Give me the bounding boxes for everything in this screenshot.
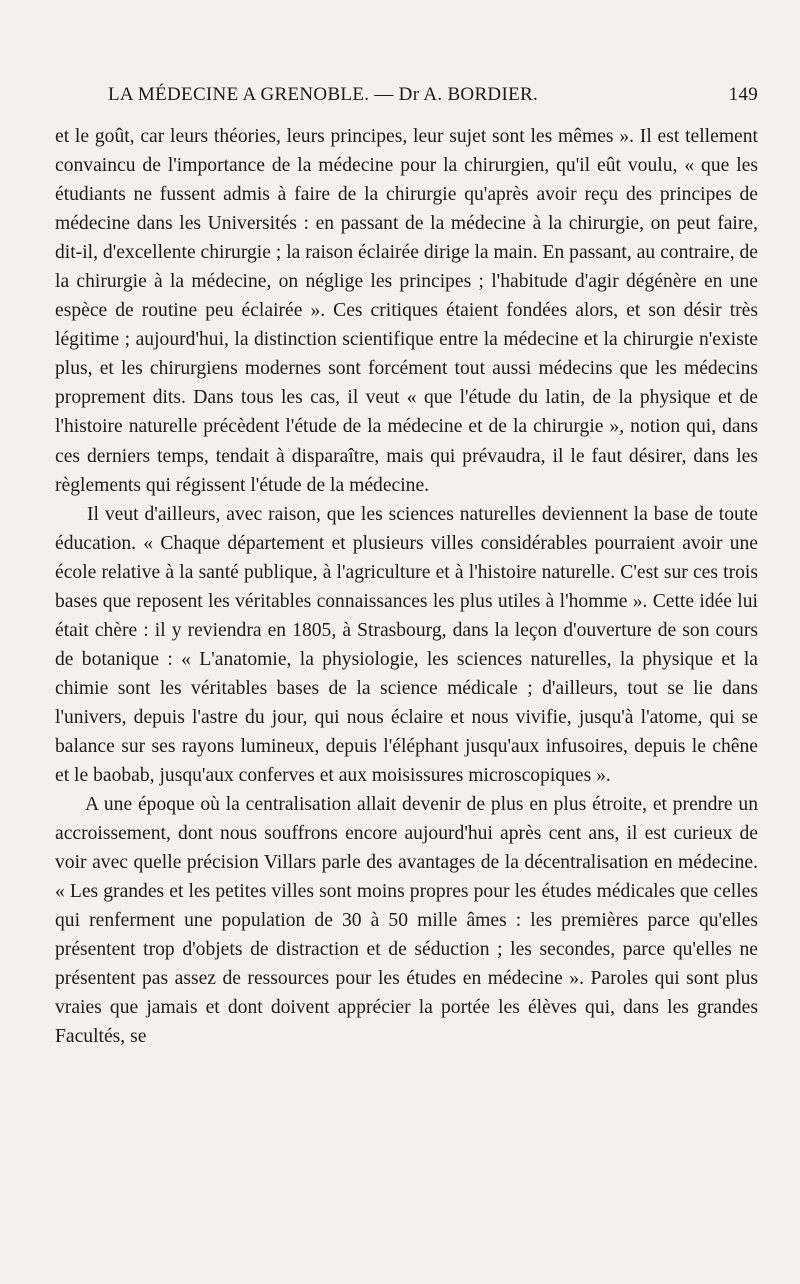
running-head [108,84,758,112]
paragraph: et le goût, car leurs théories, leurs principes, leur sujet sont les mêmes ». Il est tellement convaincu de l'importance de la médecine pour la chirurgien, qu'il eût voulu, « que les étudiants ne fussent admis à faire de la chirurgie qu'après avoir reçu des principes de médecine dans les Universités : en passant de la médecine à la chirurgie, on peut faire, dit-il, d'excellente chirurgie ; la raison éclairée dirige la main. En passant, au contraire, de la chirurgie à la médecine, on néglige les principes ; l'habitude d'agir dégénère en une espèce de routine peu éclairée ». Ces critiques étaient fondées alors, et son désir très légitime ; aujourd'hui, la distinction scientifique entre la médecine et la chirurgie n'existe plus, et les chirurgiens modernes sont forcément tout aussi médecins que les médecins proprement dits. Dans tous les cas, il veut « que l'étude du latin, de la physique et de l'histoire naturelle précèdent l'étude de la médecine et de la chirurgie », notion qui, dans ces derniers temps, tendait à disparaître, mais qui prévaudra, il le faut désirer, dans les règlements qui régissent l'étude de la médecine. [55,126,758,496]
body-text [55,122,758,1052]
paragraph: A une époque où la centralisation allait devenir de plus en plus étroite, et prendre un accroissement, dont nous souffrons encore aujourd'hui après cent ans, il est curieux de voir avec quelle précision Villars parle des avantages de la décentralisation en médecine. « Les grandes et les petites villes sont moins propres pour les études médicales que celles qui renferment une population de 30 à 50 mille âmes : les premières parce qu'elles présentent trop d'objets de distraction et de séduction ; les secondes, parce qu'elles ne présentent pas assez de ressources pour les études en médecine ». Paroles qui sont plus vraies que jamais et dont doivent apprécier la portée les élèves qui, dans les grandes Facultés, se [55,794,758,1048]
page-number: 149 [728,84,758,105]
running-title: LA MÉDECINE A GRENOBLE. — Dr A. BORDIER. [108,84,538,105]
paragraph: Il veut d'ailleurs, avec raison, que les sciences naturelles deviennent la base de toute éducation. « Chaque département et plusieurs villes considérables pourraient avoir une école relative à la santé publique, à l'agriculture et à l'histoire naturelle. C'est sur ces trois bases que reposent les véritables connaissances les plus utiles à l'homme ». Cette idée lui était chère : il y reviendra en 1805, à Strasbourg, dans la leçon d'ouverture de son cours de botanique : « L'anatomie, la physiologie, les sciences naturelles, la physique et la chimie sont les véritables bases de la science médicale ; d'ailleurs, tout se lie dans l'univers, depuis l'astre du jour, qui nous éclaire et nous vivifie, jusqu'à l'atome, qui se balance sur ses rayons lumineux, depuis l'éléphant jusqu'aux infusoires, depuis le chêne et le baobab, jusqu'aux conferves et aux moisissures microscopiques ». [55,503,758,787]
